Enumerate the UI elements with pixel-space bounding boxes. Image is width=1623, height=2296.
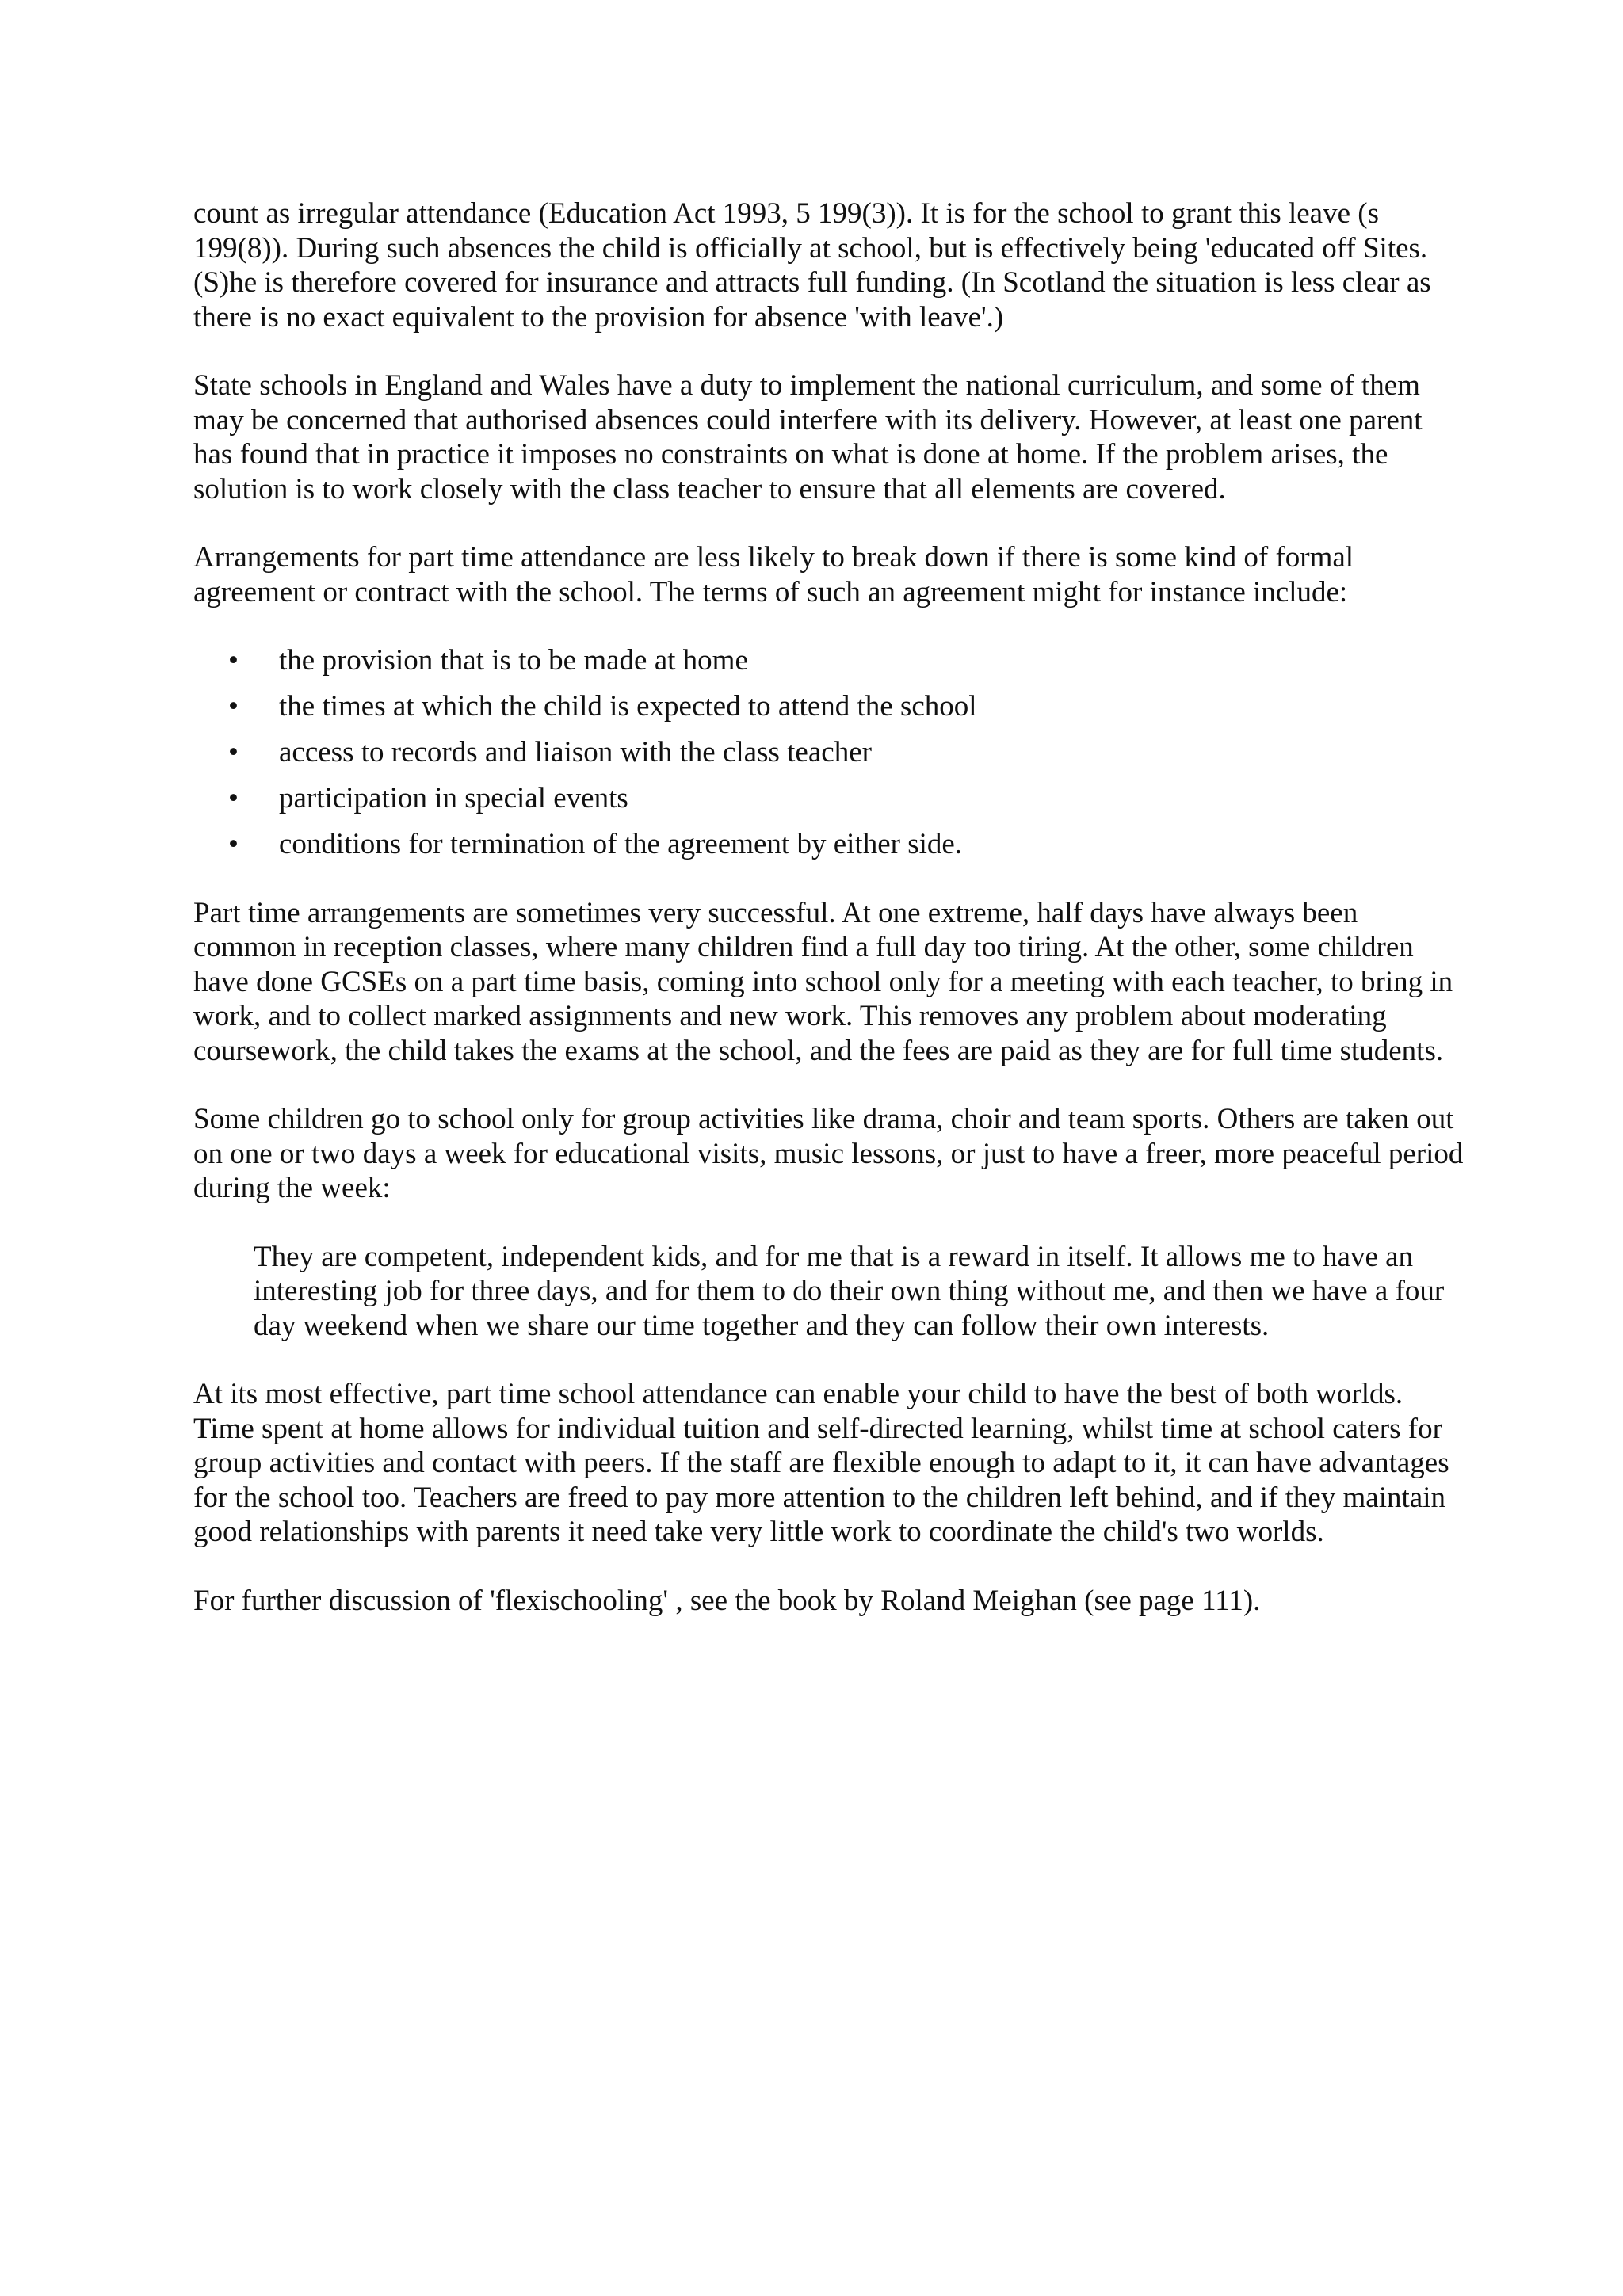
paragraph-formal-agreement: Arrangements for part time attendance are less likely to break down if there is some kind of formal agreement or contract with the school. The terms of such an agreement might for instance include: — [193, 541, 1354, 608]
bullet-icon: • — [228, 736, 239, 769]
paragraph-best-of-both-worlds: At its most effective, part time school attendance can enable your child to have the best of both worlds. Time spent at home allows for individual tuition and self-directed learning, whilst time at school caters for group activities and contact with peers. If the staff are flexible enough to adapt to it, it can have advantages for the school too. Teachers are freed to pay more attention to the children left behind, and if they maintain good relationships with parents it need take very little work to coordinate the child's two worlds. — [193, 1378, 1449, 1548]
paragraph-part-time-success: Part time arrangements are sometimes very successful. At one extreme, half days have always been common in reception classes, where many children find a full day too tiring. At the other, some children have done GCSEs on a part time basis, coming into school only for a meeting with each teacher, to bring in work, and to collect marked assignments and new work. This removes any problem about moderating coursework, the child takes the exams at the school, and the fees are paid as they are for full time students. — [193, 896, 1453, 1067]
paragraph-further-discussion: For further discussion of 'flexischooling' , see the book by Roland Meighan (see page 111). — [193, 1584, 1261, 1617]
parent-quote: They are competent, independent kids, and for me that is a reward in itself. It allows me to have an interesting job for three days, and for them to do their own thing without me, and then we have a four day weekend when we share our time together and they can follow their own interests. — [254, 1240, 1445, 1342]
bullet-icon: • — [228, 828, 239, 860]
list-item-text: access to records and liaison with the class teacher — [279, 736, 872, 769]
bullet-icon: • — [228, 644, 239, 677]
list-item — [193, 781, 1465, 816]
list-item-text: participation in special events — [279, 782, 628, 814]
list-item — [193, 735, 1465, 770]
paragraph-irregular-attendance: count as irregular attendance (Education Act 1993, 5 199(3)). It is for the school to grant this leave (s 199(8)). During such absences the child is officially at school, but is effectively being 'educated off Sites. (S)he is therefore covered for insurance and attracts full funding. (In Scotland the situation is less clear as there is no exact equivalent to the provision for absence 'with leave'.) — [193, 197, 1431, 334]
list-item-text: the provision that is to be made at home — [279, 644, 748, 677]
list-item — [193, 827, 1465, 862]
list-item-text: the times at which the child is expected to attend the school — [279, 690, 977, 723]
list-item — [193, 643, 1465, 678]
paragraph-national-curriculum: State schools in England and Wales have a duty to implement the national curriculum, and some of them may be concerned that authorised absences could interfere with its delivery. However, at least one parent has found that in practice it imposes no constraints on what is done at home. If the problem arises, the solution is to work closely with the class teacher to ensure that all elements are covered. — [193, 369, 1423, 505]
list-item — [193, 689, 1465, 724]
bullet-icon: • — [228, 782, 239, 814]
list-item-text: conditions for termination of the agreement by either side. — [279, 828, 963, 860]
bullet-icon: • — [228, 690, 239, 723]
paragraph-group-activities: Some children go to school only for group activities like drama, choir and team sports. Others are taken out on one or two days a week for educational visits, music lessons, or just to have a freer, more peaceful period during the week: — [193, 1103, 1464, 1204]
agreement-terms-list — [193, 643, 1465, 862]
